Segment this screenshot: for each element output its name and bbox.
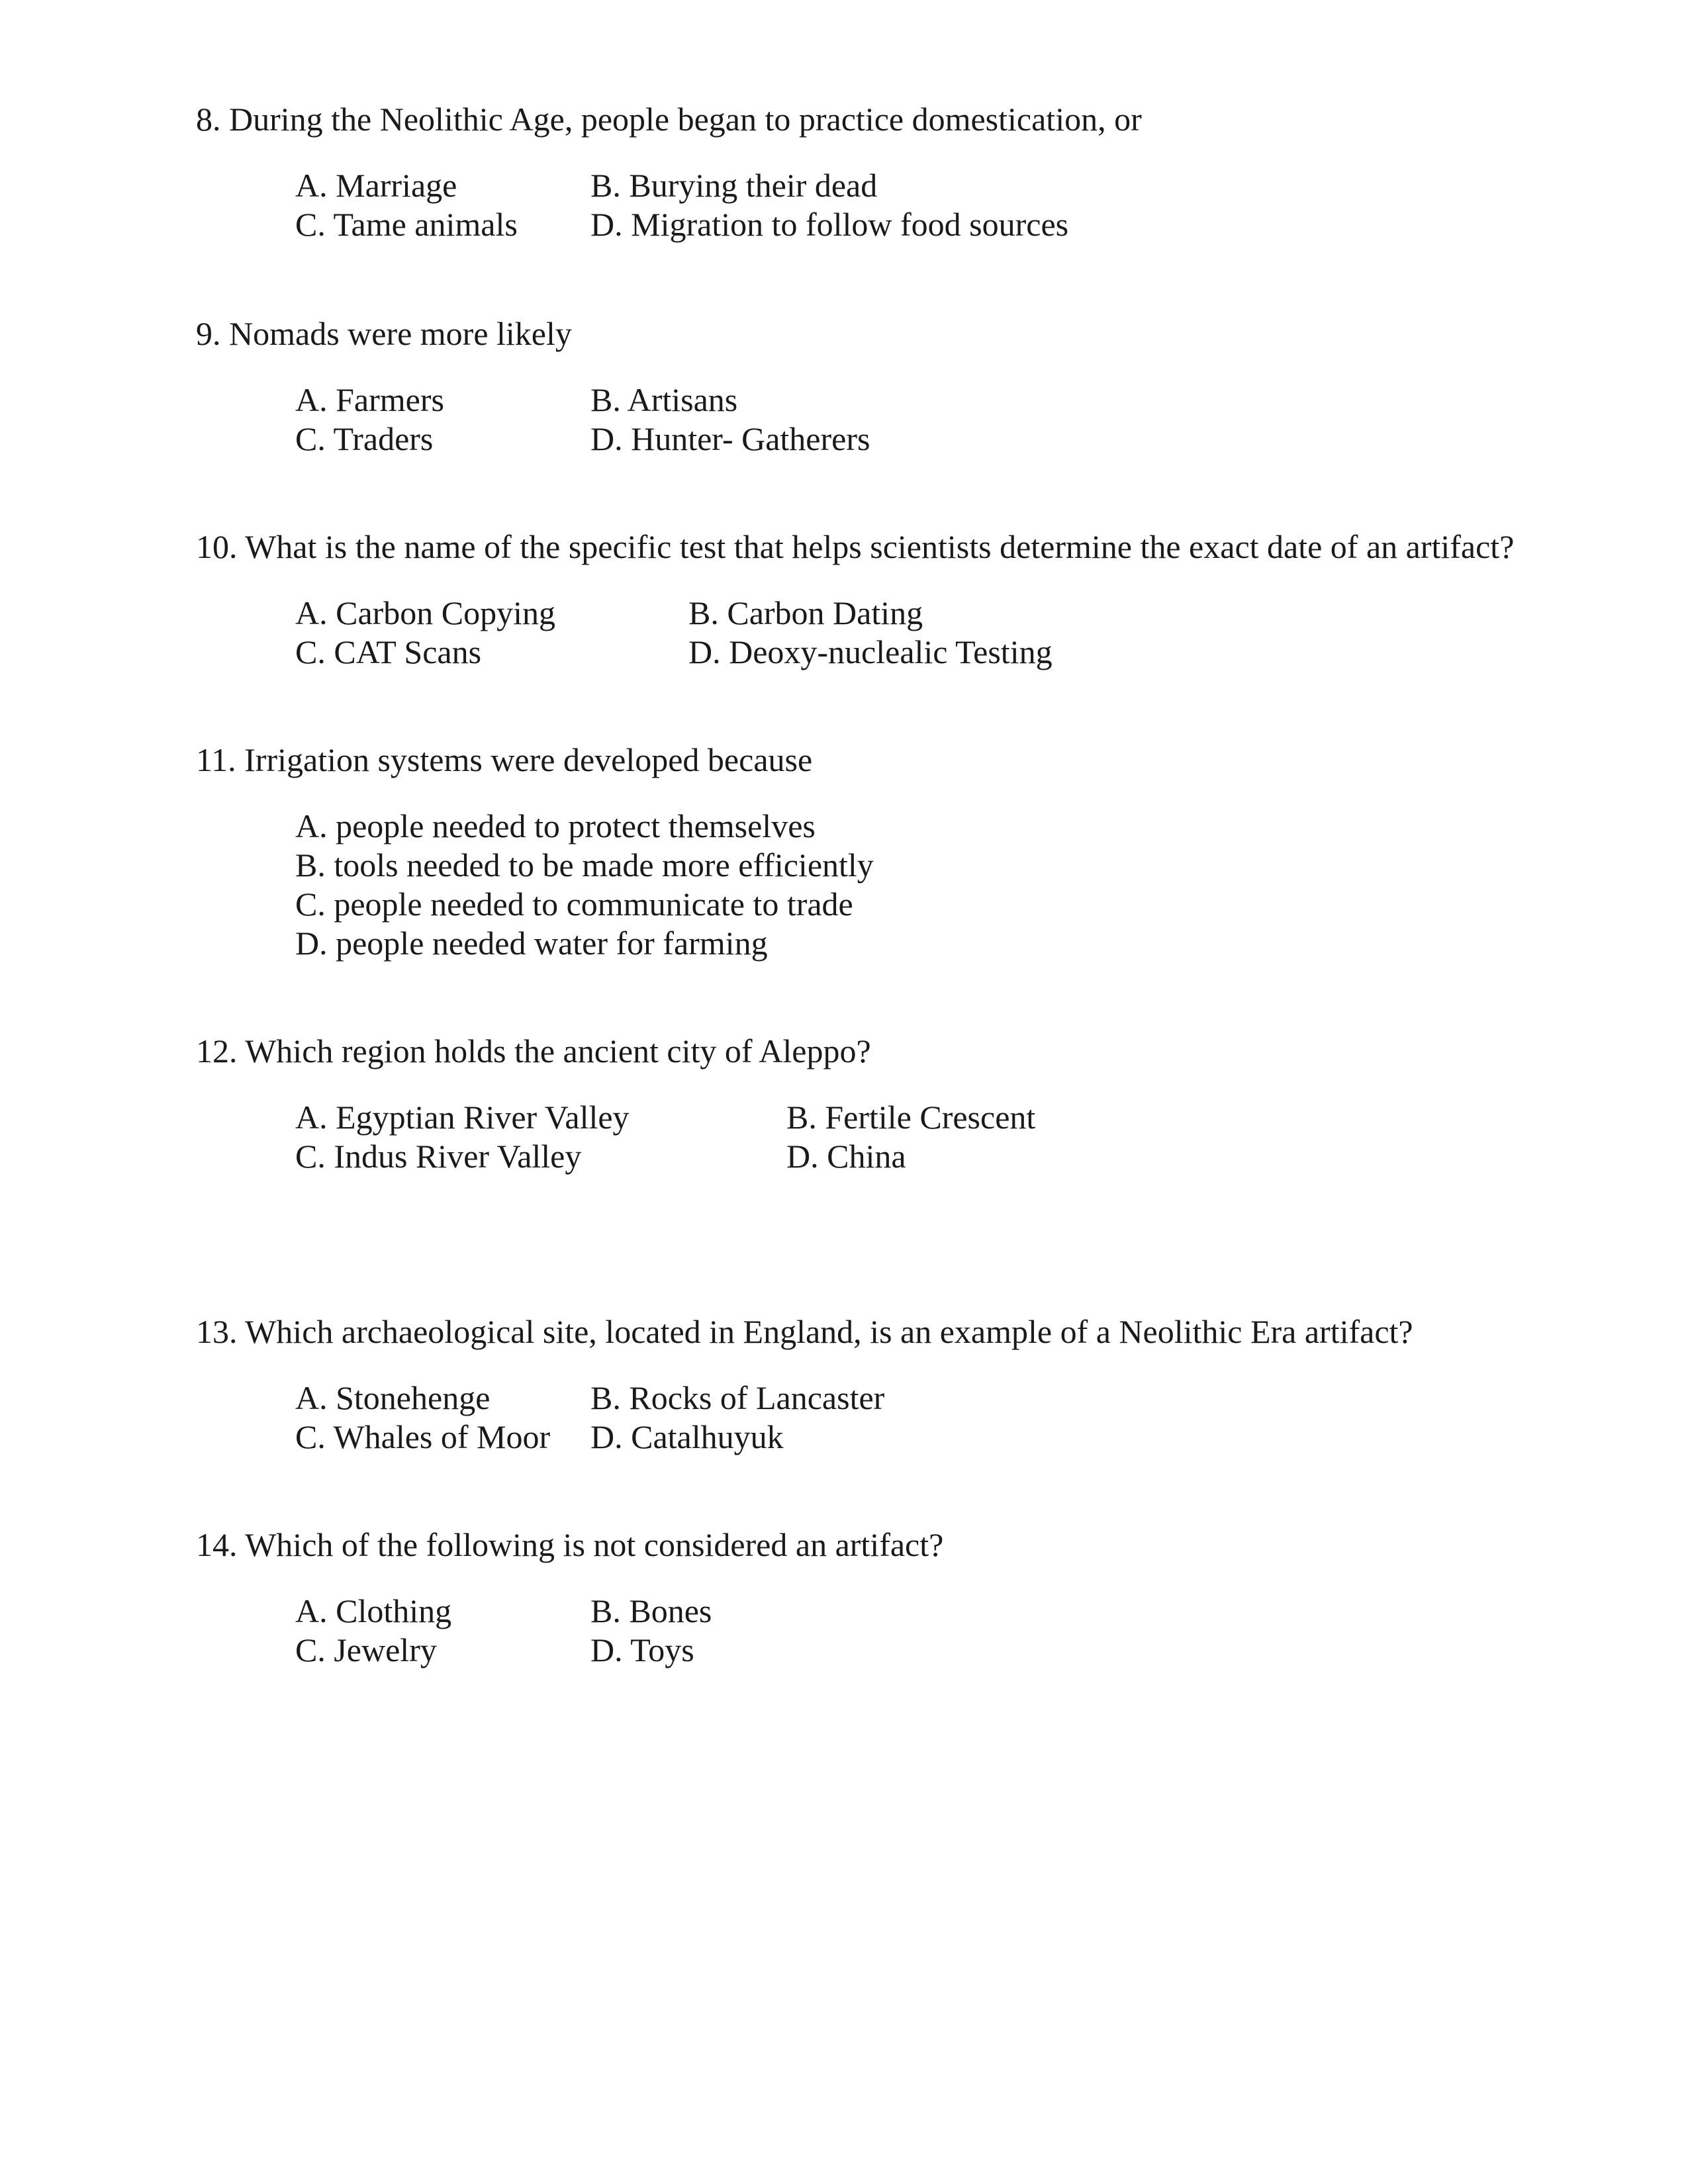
option-b: B. Burying their dead bbox=[590, 167, 878, 204]
option-d: D. people needed water for farming bbox=[295, 925, 768, 962]
option-d: D. China bbox=[786, 1138, 906, 1175]
question-14-text bbox=[196, 1525, 943, 1565]
option-a: A. Clothing bbox=[295, 1592, 452, 1629]
question-13-text bbox=[196, 1312, 1413, 1351]
option-b: B. Fertile Crescent bbox=[786, 1099, 1036, 1136]
question-prompt: Irrigation systems were developed because bbox=[244, 741, 813, 778]
question-prompt: What is the name of the specific test that helps scientists determine the exact date of an artifact? bbox=[245, 528, 1515, 565]
option-a: A. Marriage bbox=[295, 167, 457, 204]
question-number: 8. bbox=[196, 101, 221, 138]
question-8-text bbox=[196, 99, 1142, 139]
option-c: C. Indus River Valley bbox=[295, 1138, 582, 1175]
option-b: B. Artisans bbox=[590, 381, 738, 418]
option-d: D. Hunter- Gatherers bbox=[590, 420, 870, 457]
question-number: 11. bbox=[196, 741, 236, 778]
question-number: 10. bbox=[196, 528, 238, 565]
question-prompt: Which of the following is not considered an artifact? bbox=[245, 1526, 944, 1563]
option-d: D. Migration to follow food sources bbox=[590, 206, 1069, 243]
option-d: D. Catalhuyuk bbox=[590, 1418, 784, 1455]
option-c: C. people needed to communicate to trade bbox=[295, 886, 853, 923]
option-a: A. Farmers bbox=[295, 381, 444, 418]
option-c: C. Whales of Moor bbox=[295, 1418, 551, 1455]
question-prompt: Nomads were more likely bbox=[229, 315, 572, 352]
question-prompt: Which archaeological site, located in England, is an example of a Neolithic Era artifact? bbox=[245, 1313, 1413, 1350]
question-12-text bbox=[196, 1031, 871, 1071]
option-c: C. CAT Scans bbox=[295, 633, 482, 670]
question-number: 14. bbox=[196, 1526, 238, 1563]
question-number: 13. bbox=[196, 1313, 238, 1350]
question-prompt: During the Neolithic Age, people began to practice domestication, or bbox=[229, 101, 1142, 138]
option-a: A. Egyptian River Valley bbox=[295, 1099, 630, 1136]
question-11-text bbox=[196, 740, 812, 780]
option-a: A. people needed to protect themselves bbox=[295, 807, 816, 844]
question-9-text bbox=[196, 314, 572, 353]
question-10-text bbox=[196, 527, 1514, 567]
option-a: A. Carbon Copying bbox=[295, 594, 556, 631]
option-b: B. tools needed to be made more efficiently bbox=[295, 846, 874, 884]
option-c: C. Tame animals bbox=[295, 206, 518, 243]
option-a: A. Stonehenge bbox=[295, 1379, 491, 1416]
option-d: D. Toys bbox=[590, 1631, 694, 1668]
question-number: 9. bbox=[196, 315, 221, 352]
option-c: C. Traders bbox=[295, 420, 434, 457]
option-b: B. Carbon Dating bbox=[688, 594, 923, 631]
option-b: B. Bones bbox=[590, 1592, 712, 1629]
option-b: B. Rocks of Lancaster bbox=[590, 1379, 885, 1416]
option-c: C. Jewelry bbox=[295, 1631, 437, 1668]
question-number: 12. bbox=[196, 1032, 238, 1069]
option-d: D. Deoxy-nuclealic Testing bbox=[688, 633, 1053, 670]
question-prompt: Which region holds the ancient city of Aleppo? bbox=[245, 1032, 871, 1069]
